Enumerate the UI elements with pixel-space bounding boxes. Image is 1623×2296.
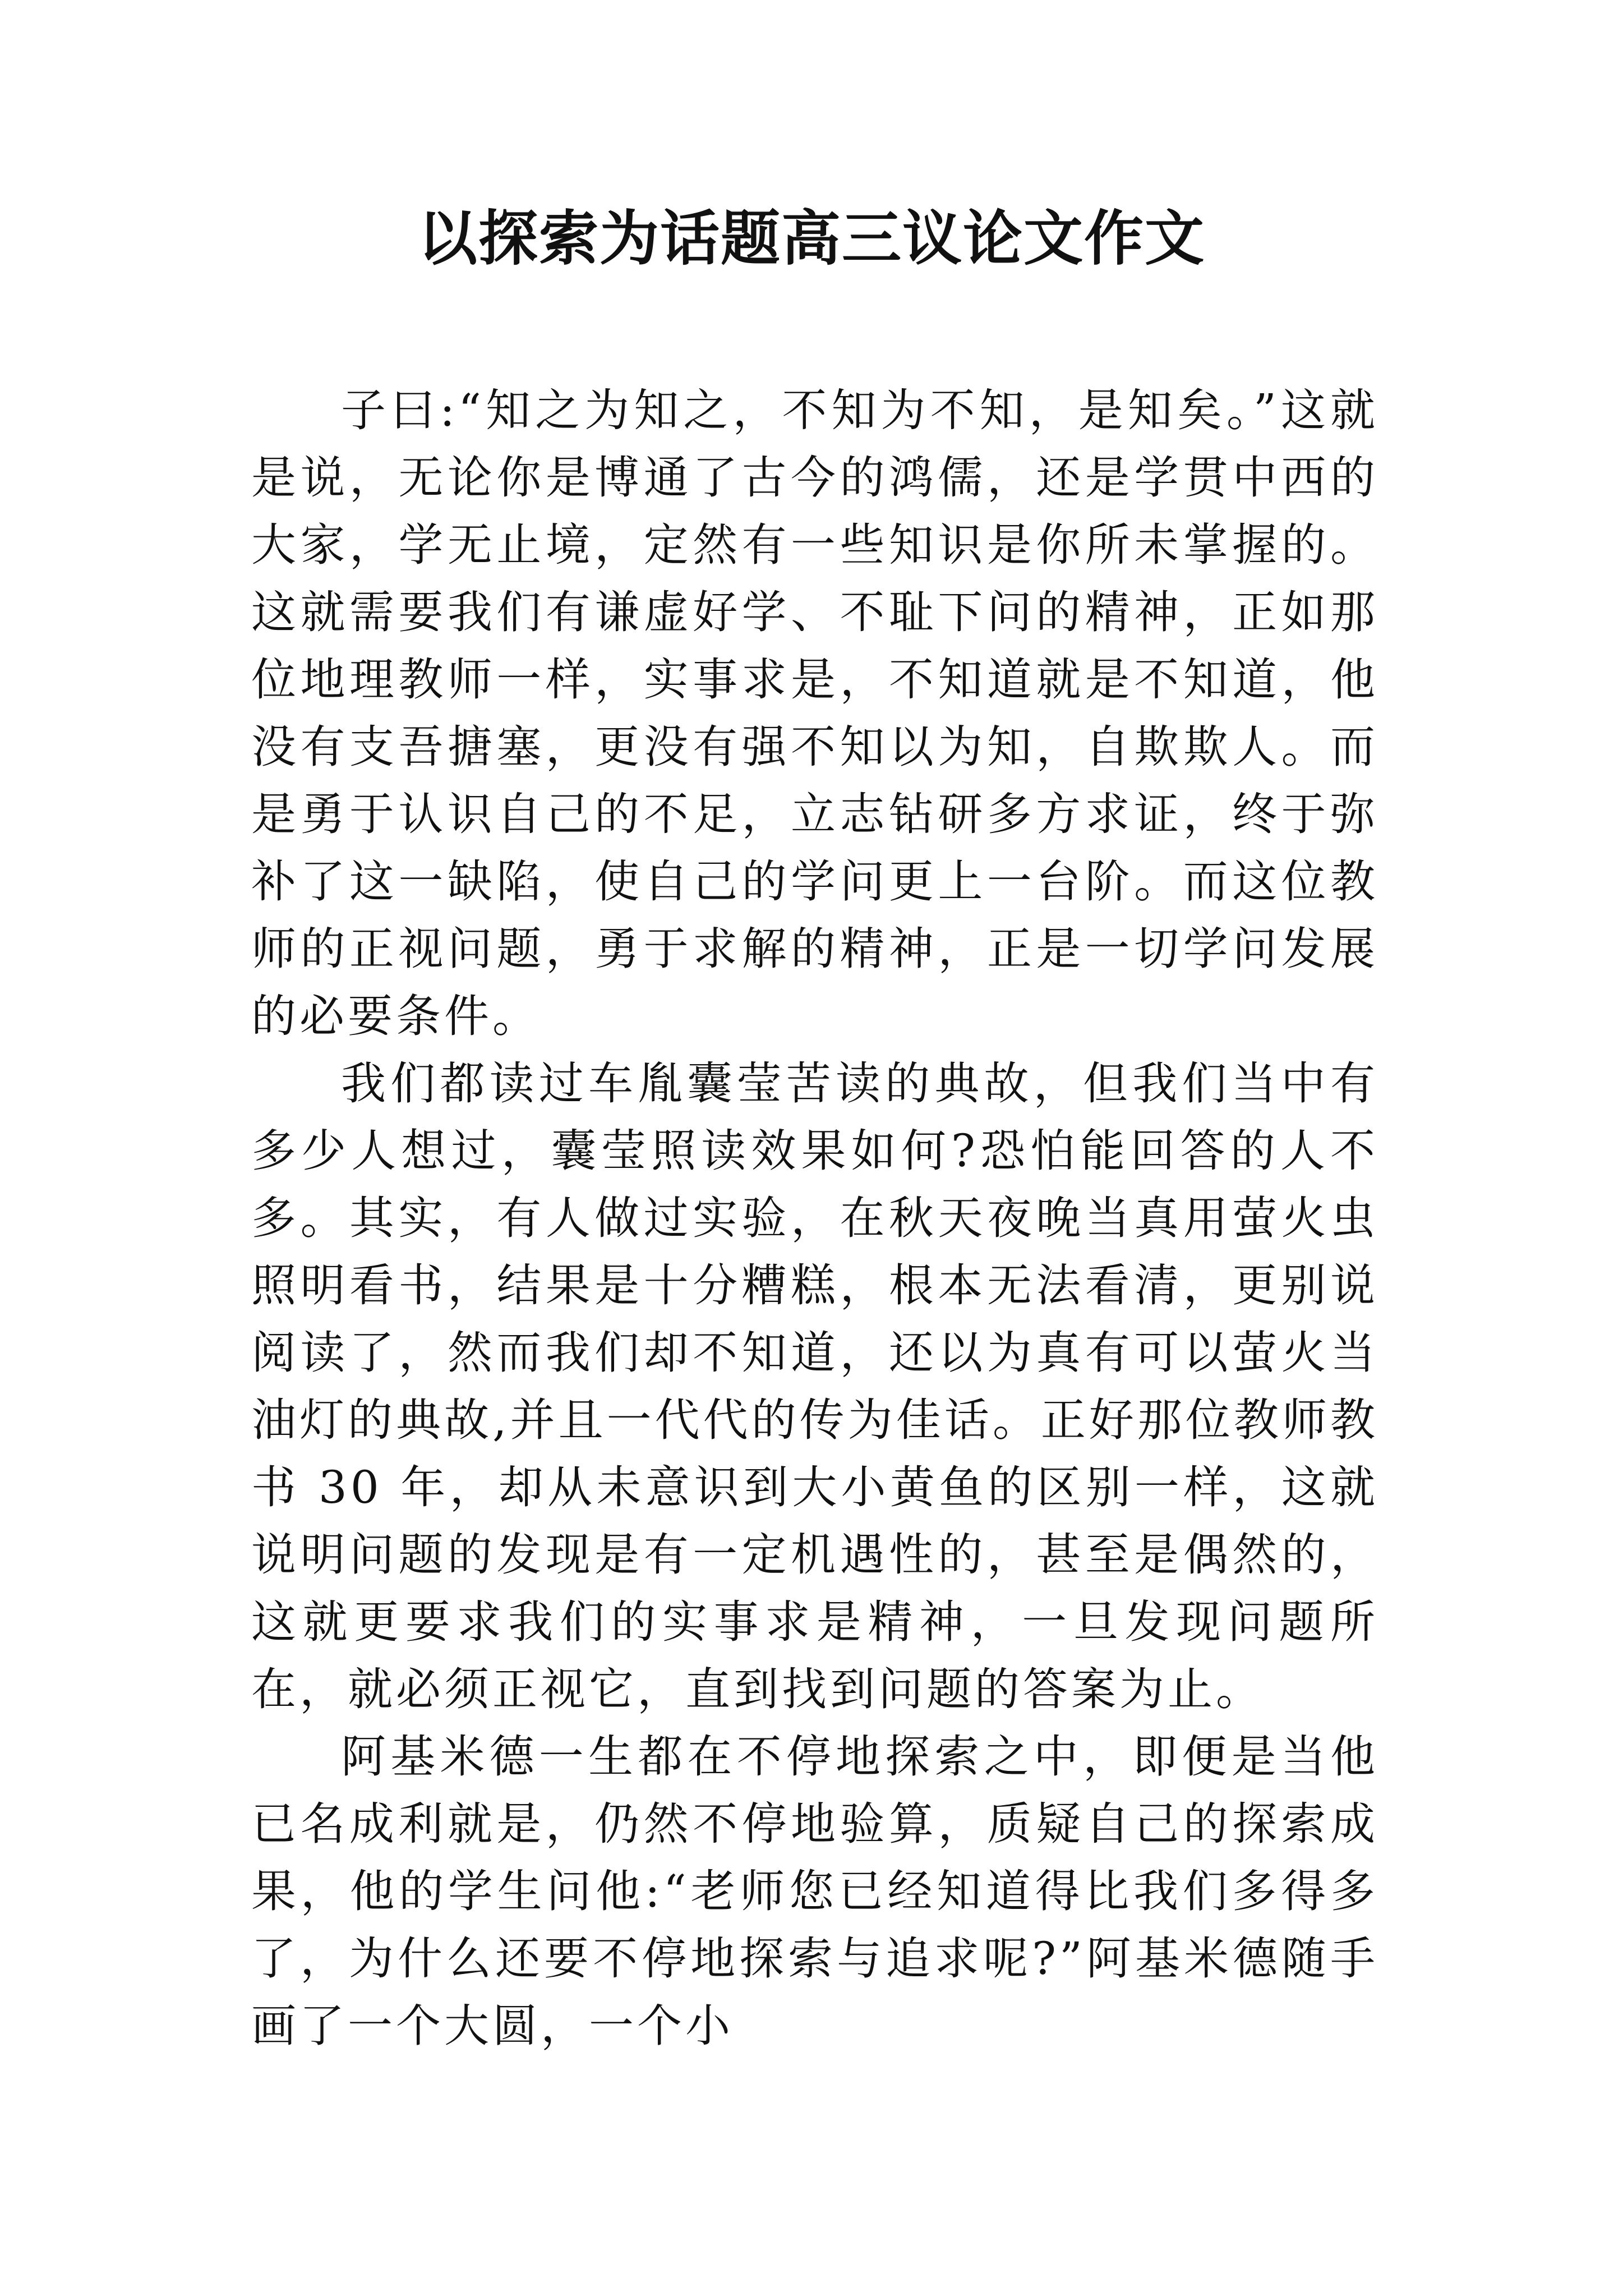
paragraph-1: 子曰:“知之为知之，不知为不知，是知矣。”这就是说，无论你是博通了古今的鸿儒，还是学贯中西的大家，学无止境，定然有一些知识是你所未掌握的。这就需要我们有谦虚好学、不耻下问的精神，正如那位地理教师一样，实事求是，不知道就是不知道，他没有支吾搪塞，更没有强不知以为知，自欺欺人。而是勇于认识自己的不足，立志钻研多方求证，终于弥补了这一缺陷，使自己的学问更上一台阶。而这位教师的正视问题，勇于求解的精神，正是一切学问发展的必要条件。 <box>251 384 1378 1042</box>
document-body <box>251 377 1378 2060</box>
paragraph-3: 阿基米德一生都在不停地探索之中，即便是当他已名成利就是，仍然不停地验算，质疑自己的探索成果，他的学生问他:“老师您已经知道得比我们多得多了，为什么还要不停地探索与追求呢?”阿基米德随手画了一个大圆，一个小 <box>251 1731 1378 2052</box>
paragraph-2: 我们都读过车胤囊莹苦读的典故，但我们当中有多少人想过，囊莹照读效果如何?恐怕能回答的人不多。其实，有人做过实验，在秋天夜晚当真用萤火虫照明看书，结果是十分糟糕，根本无法看清，更别说阅读了，然而我们却不知道，还以为真有可以萤火当油灯的典故,并且一代代的传为佳话。正好那位教师教书 30 年，却从未意识到大小黄鱼的区别一样，这就说明问题的发现是有一定机遇性的，甚至是偶然的，这就更要求我们的实事求是精神，一旦发现问题所在，就必须正视它，直到找到问题的答案为止。 <box>251 1057 1378 1715</box>
document-title: 以探索为话题高三议论文作文 <box>418 203 1205 273</box>
